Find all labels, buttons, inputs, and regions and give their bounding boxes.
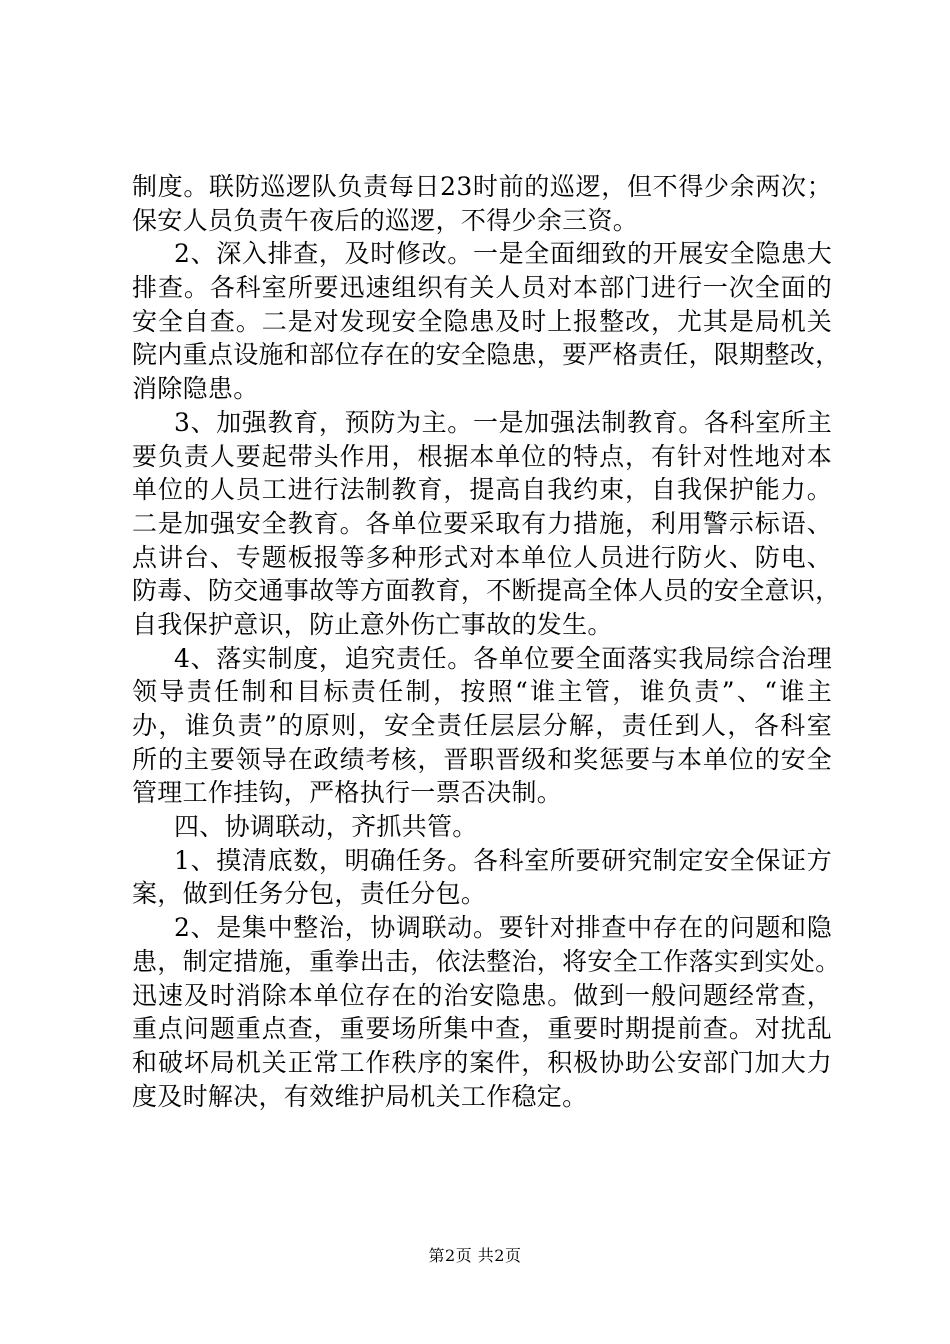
text-line: 所的主要领导在政绩考核，晋职晋级和奖惩要与本单位的安全 [132,744,832,774]
text-line: 1、摸清底数，明确任务。各科室所要研究制定安全保证方 [174,845,832,875]
text-line: 消除隐患。 [132,374,259,404]
text-line: 2、是集中整治，协调联动。要针对排查中存在的问题和隐 [174,913,832,943]
text-line: 单位的人员工进行法制教育，提高自我约束，自我保护能力。 [132,475,832,505]
text-line: 重点问题重点查，重要场所集中查，重要时期提前查。对扰乱 [132,1014,832,1044]
text-line: 制度。联防巡逻队负责每日23时前的巡逻，但不得少余两次； [132,172,832,201]
text-line: 二是加强安全教育。各单位要采取有力措施，利用警示标语、 [132,508,832,538]
text-line: 4、落实制度，追究责任。各单位要全面落实我局综合治理 [174,643,832,673]
section-heading: 四、协调联动，齐抓共管。 [174,812,478,842]
text-line: 2、深入排查，及时修改。一是全面细致的开展安全隐患大 [174,239,832,269]
text-line: 排查。各科室所要迅速组织有关人员对本部门进行一次全面的 [132,273,832,303]
text-line: 案，做到任务分包，责任分包。 [132,879,487,909]
document-body [132,170,841,1113]
page-number-footer: 第2页 共2页 [428,1246,522,1265]
text-line: 领导责任制和目标责任制，按照“谁主管，谁负责”、“谁主 [132,677,832,707]
text-line: 3、加强教育，预防为主。一是加强法制教育。各科室所主 [174,407,832,437]
text-line: 管理工作挂钩，严格执行一票否决制。 [132,778,563,808]
text-line: 要负责人要起带头作用，根据本单位的特点，有针对性地对本 [132,441,832,471]
text-line: 防毒、防交通事故等方面教育，不断提高全体人员的安全意识， [132,576,841,606]
text-line: 点讲台、专题板报等多种形式对本单位人员进行防火、防电、 [132,542,832,572]
text-line: 和破坏局机关正常工作秩序的案件，积极协助公安部门加大力 [132,1047,832,1077]
text-line: 安全自查。二是对发现安全隐患及时上报整改，尤其是局机关 [132,306,832,336]
text-line: 保安人员负责午夜后的巡逻，不得少余三资。 [132,205,639,235]
text-line: 自我保护意识，防止意外伤亡事故的发生。 [132,609,613,639]
text-line: 患，制定措施，重拳出击，依法整治，将安全工作落实到实处。 [132,946,841,976]
text-line: 办，谁负责”的原则，安全责任层层分解，责任到人，各科室 [132,711,832,740]
text-line: 院内重点设施和部位存在的安全隐患，要严格责任，限期整改， [132,340,841,370]
text-line: 度及时解决，有效维护局机关工作稳定。 [132,1081,588,1111]
text-line: 迅速及时消除本单位存在的治安隐患。做到一般问题经常查， [132,980,832,1010]
